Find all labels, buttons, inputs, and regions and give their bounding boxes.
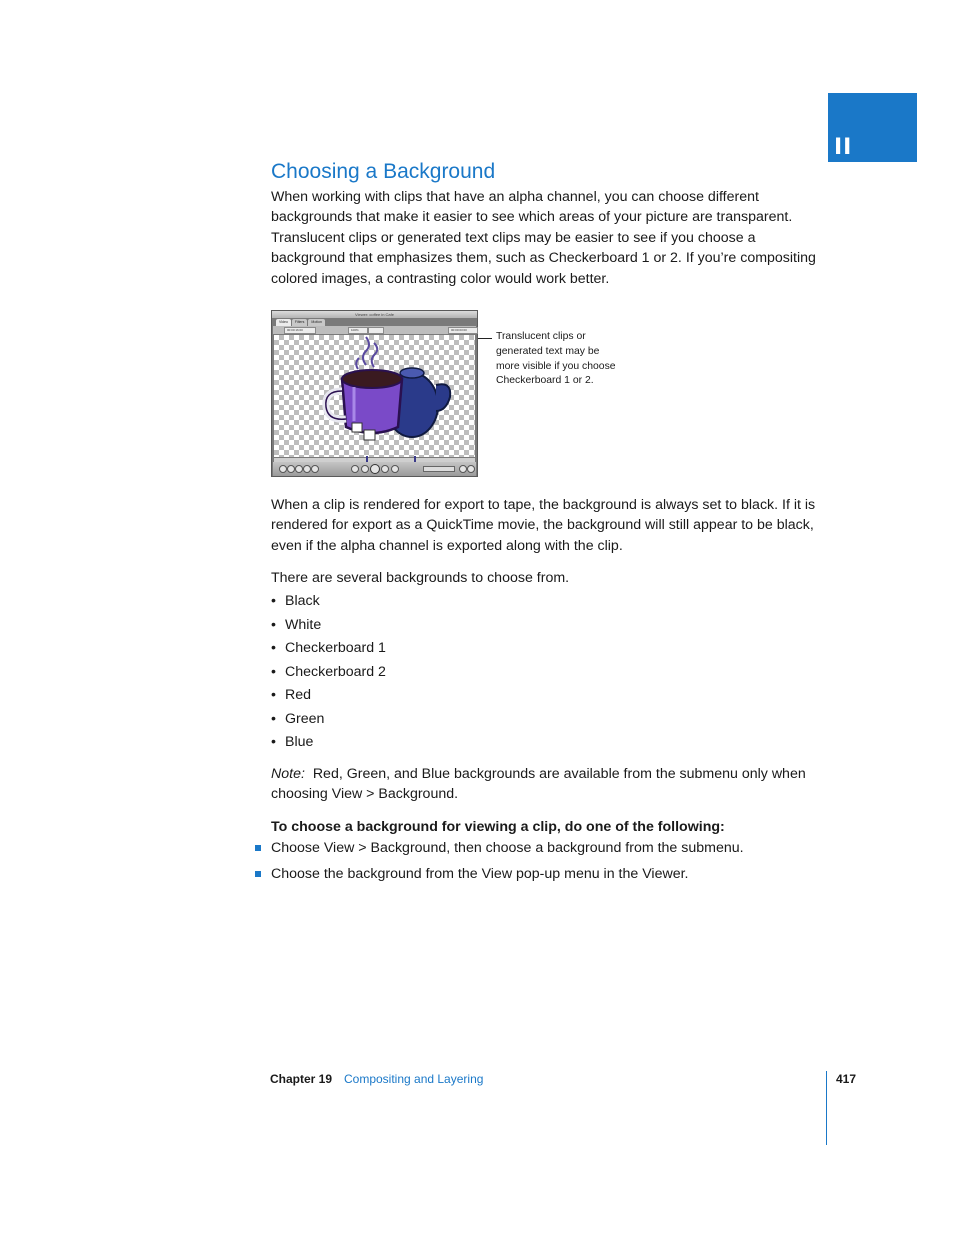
play-icon [370,464,380,474]
callout-leader-line [478,338,492,339]
procedure-steps [255,838,744,890]
coffee-cup-icon [326,370,402,433]
procedure-heading: To choose a background for viewing a clip, do one of the following: [271,819,725,835]
list-item [255,838,744,864]
note-paragraph [271,764,831,805]
bullet-icon: • [271,710,276,727]
viewer-screenshot-figure [271,310,478,477]
footer-chapter-label: Chapter 19 [270,1072,333,1086]
list-item [271,732,386,756]
steam-icon [356,337,377,369]
coffee-pot-illustration [274,335,475,457]
viewer-view-popup [368,327,384,334]
list-item-label: Red [285,687,312,703]
part-tab [828,93,917,162]
viewer-tab-video: Video [276,319,291,326]
viewer-transport-controls [273,462,476,476]
square-bullet-icon [255,871,261,877]
transport-button-icon [279,465,287,473]
bullet-icon: • [271,687,276,703]
list-item-label: Black [285,593,320,609]
part-tab-label: II [834,135,853,160]
rewind-icon [351,465,359,473]
list-item [271,709,386,733]
footer-chapter-title: Compositing and Layering [344,1072,484,1086]
list-item [271,662,386,686]
bullet-icon: • [271,640,276,656]
note-label: Note: [271,766,305,782]
list-item-label: Checkerboard 2 [285,663,386,680]
list-item-label: Blue [285,734,314,750]
section-heading: Choosing a Background [271,160,496,183]
bullet-icon: • [271,663,276,680]
list-item [271,638,386,662]
bullet-icon: • [271,734,276,750]
viewer-tab-filters: Filters [292,319,308,326]
intro-paragraph: When working with clips that have an alpha channel, you can choose different backgrounds that make it easier to see which areas of your picture are transparent. Translucent clips or generated text clips may be easier to see if you choose a background that emphasizes them, such as Checkerboard 1 or 2. If you’re compositing colored images, a contrasting color would work better. [271,189,816,287]
step-back-icon [361,465,369,473]
note-text: Red, Green, and Blue backgrounds are available from the submenu only when choosing View > Background. [271,766,806,803]
bullet-icon: • [271,593,276,609]
mark-out-icon [467,465,475,473]
page-number: 417 [836,1072,857,1086]
viewer-checkerboard-canvas [274,335,475,457]
viewer-current-timecode: 00:00:03:00 [448,327,478,334]
transport-button-icon [303,465,311,473]
export-paragraph: When a clip is rendered for export to tape, the background is always set to black. If it is rendered for export as a QuickTime movie, the background will still appear to be black, even if the alpha channel is exported along with the clip. [271,497,816,554]
options-paragraph: There are several backgrounds to choose from. [271,570,570,586]
transport-button-icon [287,465,295,473]
viewer-title-bar: Viewer: coffee in Cafe [272,311,477,318]
list-item [271,591,386,615]
list-item [271,685,386,709]
fast-forward-icon [391,465,399,473]
list-item [271,615,386,639]
list-item-label: Green [285,710,325,727]
viewer-zoom-popup: 100% [348,327,368,334]
step-text: Choose the background from the View pop-up menu in the Viewer. [271,866,689,882]
step-text: Choose View > Background, then choose a background from the submenu. [271,840,744,856]
viewer-duration-timecode: 00:00:16:00 [284,327,316,334]
background-options-list [271,591,386,756]
list-item-label: Checkerboard 1 [285,640,386,656]
transport-button-icon [311,465,319,473]
mark-in-icon [459,465,467,473]
transport-button-icon [295,465,303,473]
bullet-icon: • [271,616,276,633]
jog-control [423,466,455,472]
square-bullet-icon [255,845,261,851]
viewer-tab-motion: Motion [308,319,325,326]
list-item-label: White [285,616,322,633]
footer-divider [826,1071,827,1145]
viewer-tabs [276,319,325,326]
step-forward-icon [381,465,389,473]
figure-callout: Translucent clips or generated text may be more visible if you choose Checkerboard 1 or 2. [496,331,616,387]
list-item [255,864,744,890]
